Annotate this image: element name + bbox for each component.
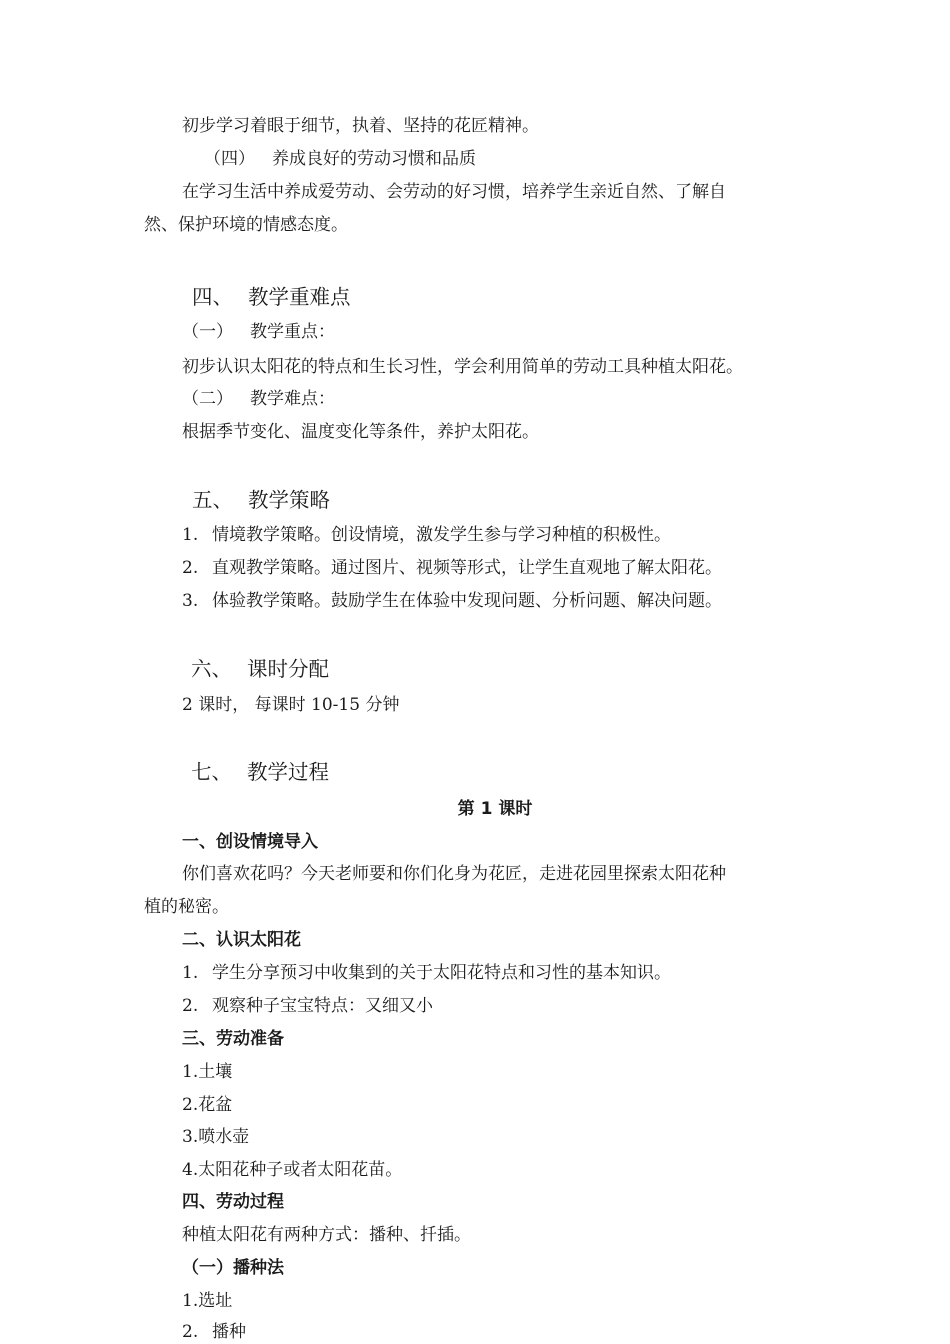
- list-item: [182, 1290, 232, 1312]
- paragraph-line: 植的秘密。: [144, 897, 229, 917]
- subsection-number: （二）: [182, 389, 233, 409]
- list-text: 学生分享预习中收集到的关于太阳花特点和习性的基本知识。: [212, 963, 671, 983]
- list-number: 2.: [182, 558, 199, 578]
- subsection-number: （四）: [204, 149, 255, 169]
- list-item: 3.喷水壶: [182, 1127, 250, 1147]
- subsection-title: 教学难点：: [250, 389, 335, 409]
- subsection-title: 养成良好的劳动习惯和品质: [272, 149, 476, 169]
- subsection-heading: [182, 321, 335, 343]
- list-item: [182, 1321, 246, 1343]
- subsection-title: 教学重点：: [250, 322, 335, 342]
- section-title: 教学过程: [247, 760, 329, 784]
- list-text: 观察种子宝宝特点：又细又小: [212, 996, 433, 1016]
- section-title: 教学重难点: [248, 285, 351, 309]
- list-number: 2.: [182, 996, 199, 1016]
- list-number: 3.: [182, 591, 199, 611]
- step-heading: 二、认识太阳花: [182, 930, 301, 950]
- section-heading-7: [191, 759, 329, 785]
- list-item: [182, 524, 671, 546]
- list-number: 1.: [182, 963, 199, 983]
- list-item: [182, 557, 722, 579]
- list-item: 2.花盆: [182, 1095, 233, 1115]
- paragraph-line: 2 课时， 每课时 10-15 分钟: [182, 695, 400, 715]
- list-item: 4.太阳花种子或者太阳花苗。: [182, 1160, 403, 1180]
- list-item: [182, 995, 433, 1017]
- list-item: 1.土壤: [182, 1062, 233, 1082]
- section-number: 五、: [192, 488, 233, 512]
- list-text: 直观教学策略。通过图片、视频等形式，让学生直观地了解太阳花。: [212, 558, 722, 578]
- step-heading: 四、劳动过程: [182, 1192, 284, 1212]
- paragraph-line: 然、保护环境的情感态度。: [144, 215, 348, 235]
- list-number: 1.: [182, 1291, 199, 1311]
- list-item: [182, 590, 722, 612]
- section-heading-4: [192, 284, 351, 310]
- list-number: 1.: [182, 525, 199, 545]
- step-heading: 一、创设情境导入: [182, 832, 318, 852]
- paragraph-line: 在学习生活中养成爱劳动、会劳动的好习惯，培养学生亲近自然、了解自: [182, 182, 726, 202]
- paragraph-line: 初步认识太阳花的特点和生长习性，学会利用简单的劳动工具种植太阳花。: [182, 357, 743, 377]
- section-title: 教学策略: [248, 488, 330, 512]
- section-heading-6: [191, 656, 329, 682]
- subsection-number: （一）: [182, 322, 233, 342]
- list-item: [182, 962, 671, 984]
- paragraph-line: 根据季节变化、温度变化等条件，养护太阳花。: [182, 422, 539, 442]
- section-number: 四、: [192, 285, 233, 309]
- subsection-heading-4: [204, 148, 476, 170]
- section-number: 七、: [191, 760, 232, 784]
- section-title: 课时分配: [247, 657, 329, 681]
- list-text: 播种: [212, 1322, 246, 1342]
- step-subheading: （一）播种法: [182, 1258, 284, 1278]
- paragraph-line: 种植太阳花有两种方式：播种、扦插。: [182, 1225, 471, 1245]
- list-text: 体验教学策略。鼓励学生在体验中发现问题、分析问题、解决问题。: [212, 591, 722, 611]
- step-heading: 三、劳动准备: [182, 1029, 284, 1049]
- lesson-title: 第 1 课时: [457, 799, 533, 819]
- list-text: 选址: [198, 1291, 233, 1311]
- section-heading-5: [192, 487, 330, 513]
- list-number: 2.: [182, 1322, 199, 1342]
- list-text: 情境教学策略。创设情境，激发学生参与学习种植的积极性。: [212, 525, 671, 545]
- subsection-heading: [182, 388, 335, 410]
- section-number: 六、: [191, 657, 232, 681]
- paragraph-line: 你们喜欢花吗？今天老师要和你们化身为花匠，走进花园里探索太阳花种: [182, 864, 726, 884]
- intro-line: 初步学习着眼于细节，执着、坚持的花匠精神。: [182, 116, 539, 136]
